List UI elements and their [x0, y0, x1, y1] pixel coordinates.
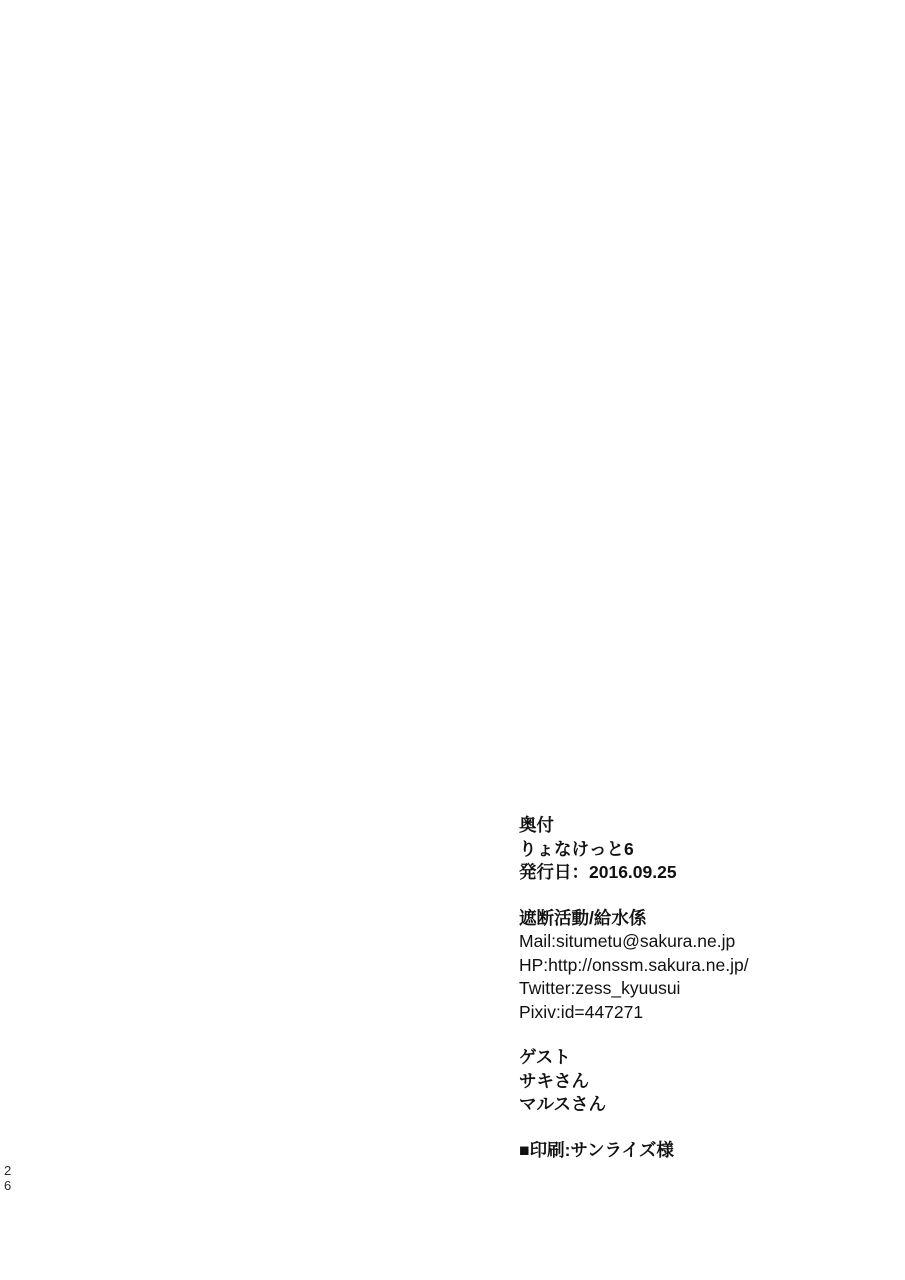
colophon-guest-heading: ゲスト — [519, 1047, 571, 1067]
colophon-mail: Mail:situmetu@sakura.ne.jp — [519, 931, 736, 951]
colophon-heading: 奥付 — [519, 815, 554, 835]
page-number — [4, 1163, 22, 1193]
colophon-block — [519, 814, 859, 1162]
colophon-printer-group — [519, 1139, 859, 1163]
colophon-title-group — [519, 814, 859, 885]
page-number-digit-1: 2 — [4, 1163, 12, 1178]
colophon-guest-group — [519, 1046, 859, 1117]
colophon-circle-name: 遮断活動/給水係 — [519, 907, 647, 928]
colophon-twitter: Twitter:zess_kyuusui — [519, 978, 681, 998]
colophon-publish-date: 発行日：2016.09.25 — [519, 862, 677, 882]
colophon-work-title: りょなけっと6 — [519, 838, 634, 859]
colophon-guest-1: サキさん — [519, 1070, 589, 1091]
colophon-printer: ■印刷:サンライズ様 — [519, 1139, 674, 1160]
colophon-pixiv: Pixiv:id=447271 — [519, 1001, 644, 1022]
colophon-guest-2: マルスさん — [519, 1094, 606, 1114]
colophon-contact-group — [519, 907, 859, 1025]
page-number-digit-2: 6 — [4, 1178, 12, 1193]
colophon-homepage: HP:http://onssm.sakura.ne.jp/ — [519, 954, 749, 975]
